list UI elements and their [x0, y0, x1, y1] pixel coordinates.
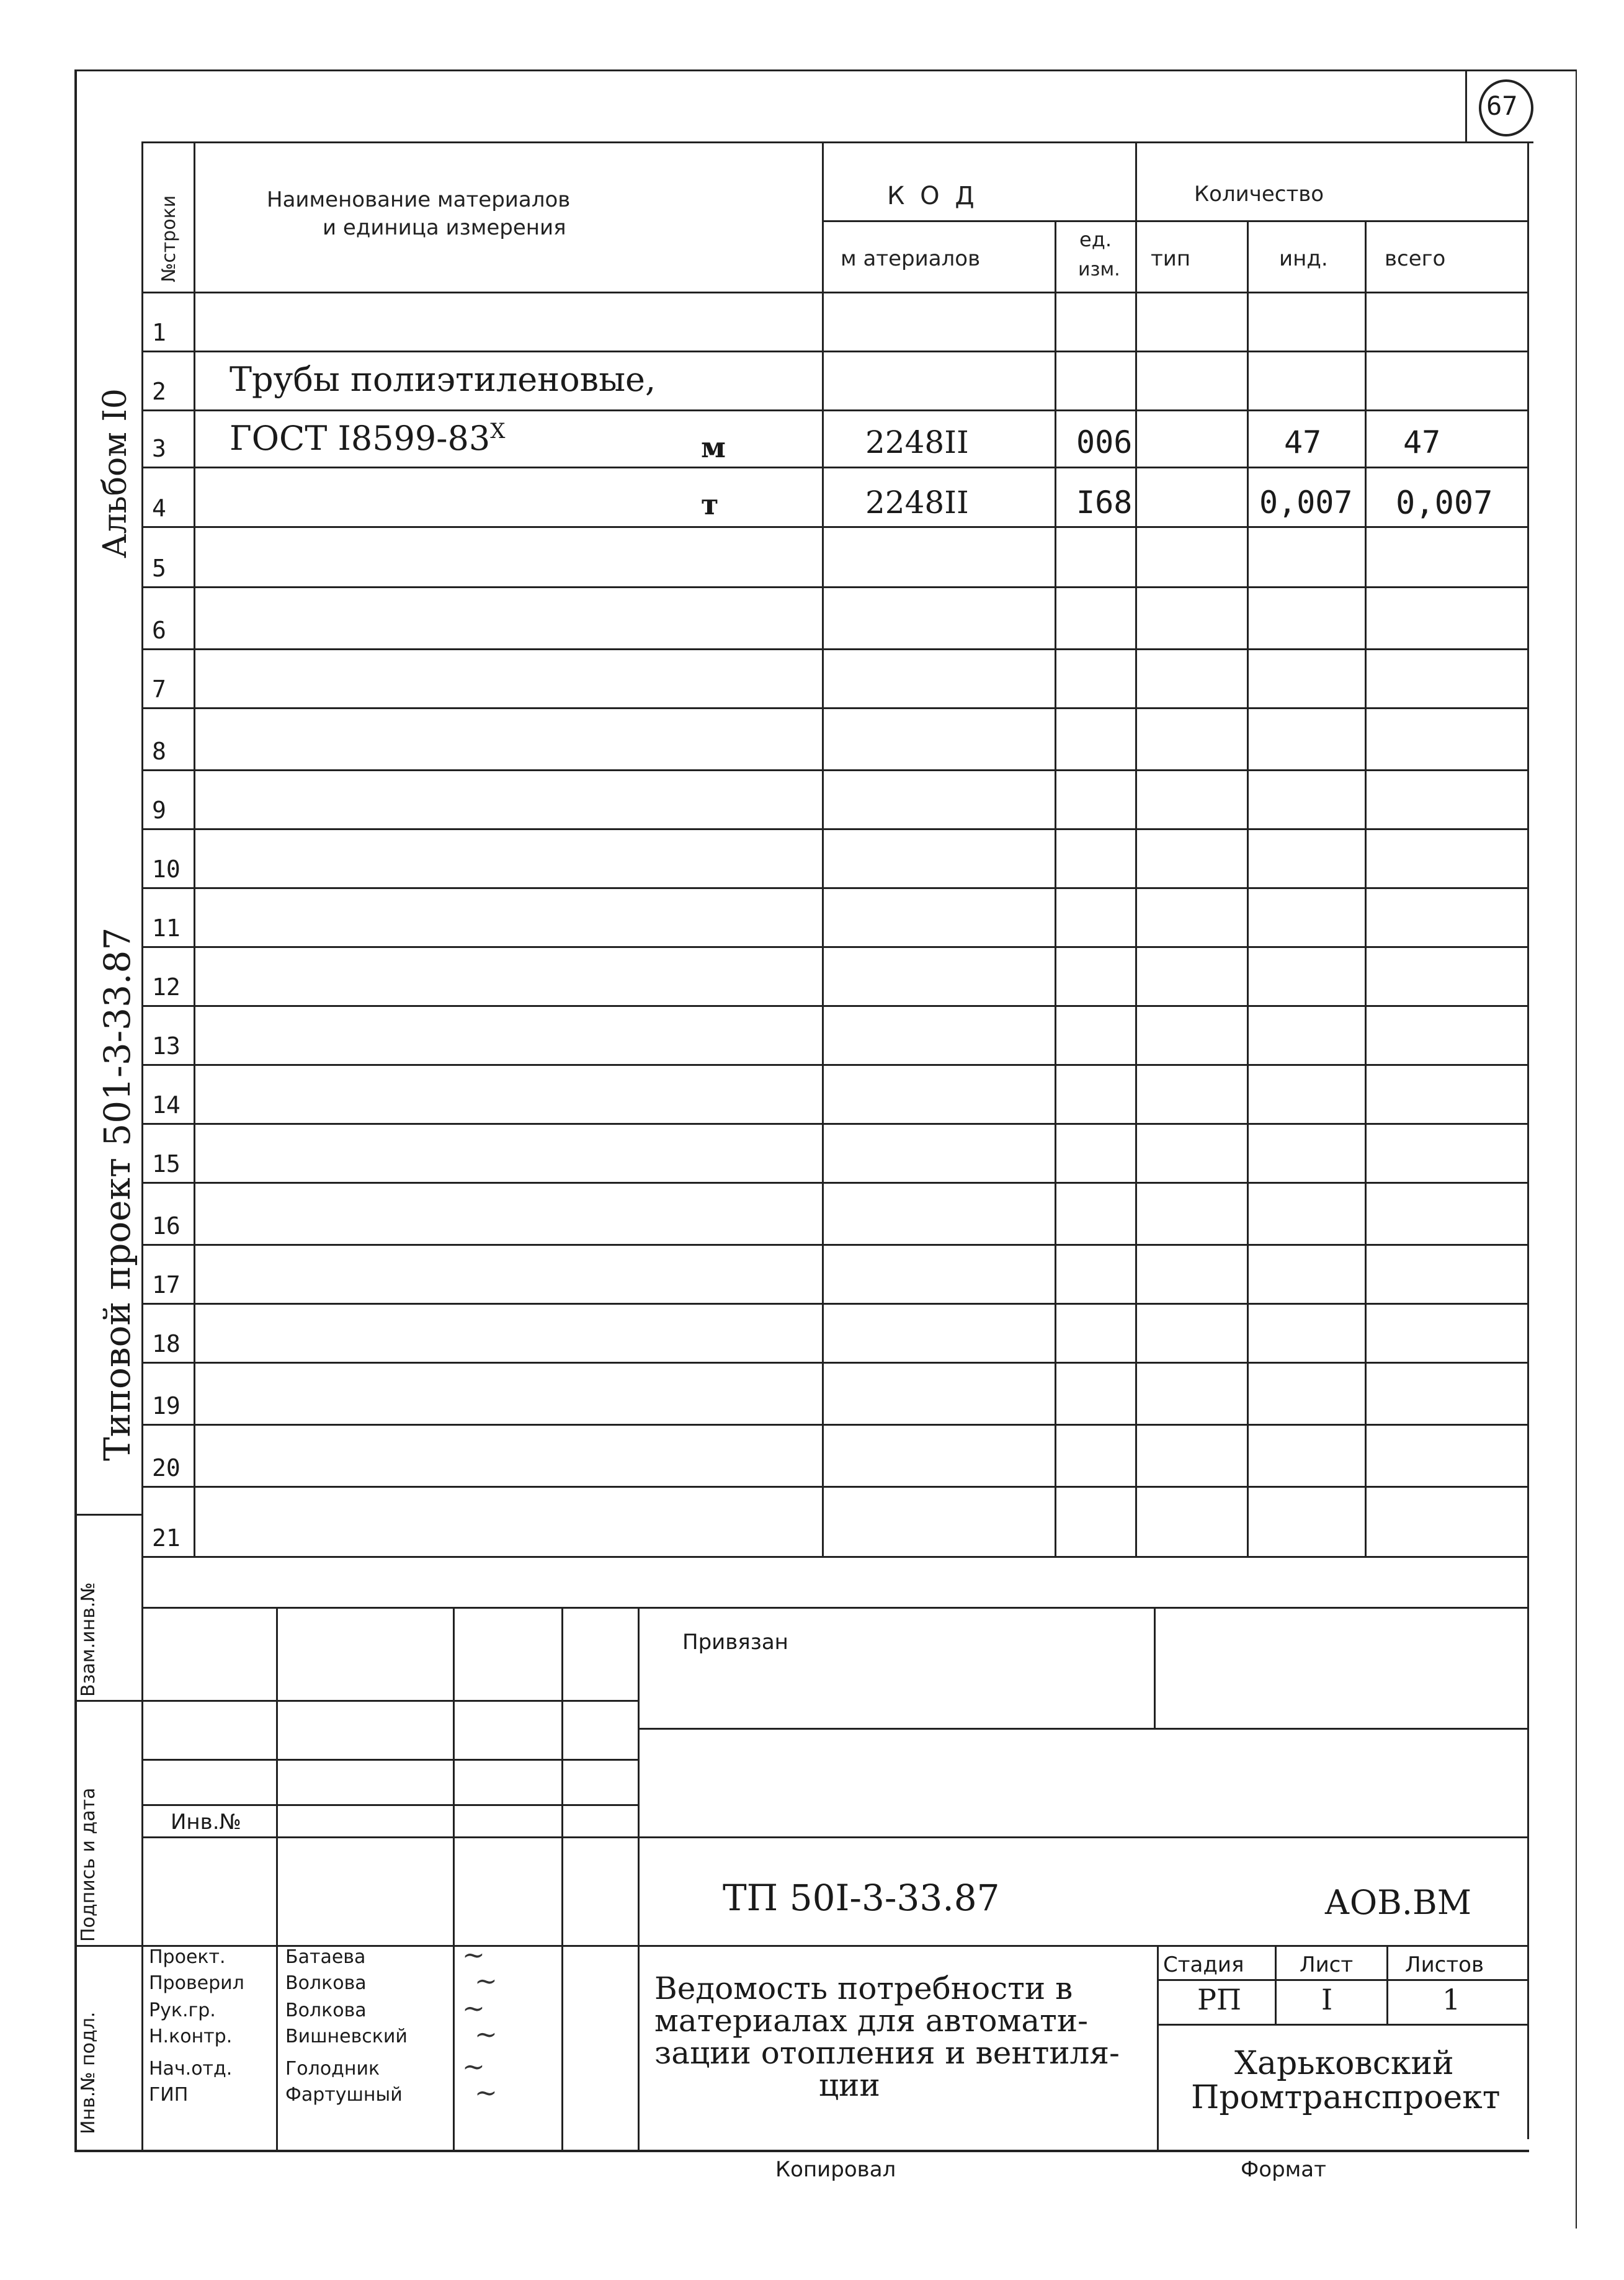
- row-line: [141, 1005, 1527, 1007]
- row-line: [141, 1424, 1527, 1426]
- doc-title-3: зации отопления и вентиля-: [654, 2035, 1120, 2071]
- row-line: [141, 467, 1527, 468]
- privyazan-label: Привязан: [682, 1630, 788, 1655]
- stadiya-value: РП: [1197, 1983, 1242, 2016]
- stamp-role: Н.контр.: [149, 2026, 233, 2047]
- sheet-box-left: [1465, 69, 1467, 141]
- stamp-line-9: [1157, 2024, 1527, 2026]
- header-mid: [822, 220, 1527, 222]
- stamp-col-5: [1154, 1607, 1156, 1728]
- doc-code: ТП 50I-3-33.87: [723, 1877, 1000, 1919]
- row-2-name: Трубы полиэтиленовые,: [230, 360, 656, 399]
- side-sep-3: [74, 1945, 143, 1947]
- stamp-col-3: [561, 1607, 563, 2150]
- row-3-ind: 47: [1284, 424, 1322, 460]
- row-number: 17: [152, 1271, 181, 1299]
- header-tip: тип: [1151, 246, 1191, 271]
- doc-mark: АОВ.ВМ: [1324, 1883, 1471, 1922]
- row-line: [141, 1064, 1527, 1066]
- row-number: 14: [152, 1091, 181, 1119]
- signature-mark: ~: [462, 1993, 485, 2024]
- stamp-person: Батаева: [285, 1946, 366, 1968]
- row-4-unit: т: [701, 488, 719, 521]
- stamp-role: Нач.отд.: [149, 2058, 233, 2080]
- stamp-col-2: [453, 1607, 455, 2150]
- frame-right: [1527, 141, 1529, 2139]
- kopiroval-label: Копировал: [775, 2157, 896, 2182]
- stadiya-label: Стадия: [1163, 1952, 1244, 1977]
- row-line: [141, 946, 1527, 948]
- row-number: 13: [152, 1032, 181, 1060]
- row-line: [141, 586, 1527, 588]
- podpis-label: Подпись и дата: [78, 1787, 99, 1942]
- row-line: [141, 648, 1527, 650]
- row-4-total: 0,007: [1396, 485, 1493, 522]
- header-kod-unit-1: ед.: [1079, 228, 1112, 251]
- signature-mark: ~: [462, 1939, 485, 1971]
- row-number: 16: [152, 1212, 181, 1240]
- col-line-code: [1055, 220, 1056, 1556]
- row-4-unit-code: I68: [1076, 485, 1133, 521]
- row-4-ind: 0,007: [1259, 485, 1353, 521]
- list-value: I: [1321, 1983, 1333, 2016]
- header-kod-unit-2: изм.: [1078, 259, 1120, 280]
- header-name: Наименование материалов: [267, 187, 571, 212]
- doc-title-4: ции: [819, 2067, 880, 2103]
- stamp-person: Фартушный: [285, 2084, 403, 2106]
- row-number: 19: [152, 1392, 181, 1419]
- row-3-unit: м: [701, 431, 726, 464]
- row-number: 21: [152, 1524, 181, 1552]
- stamp-line-4: [141, 1759, 638, 1761]
- row-line: [141, 1182, 1527, 1184]
- inv-podl-label: Инв.№ подл.: [78, 2011, 99, 2134]
- row-number: 9: [152, 797, 166, 824]
- frame-bottom: [74, 2150, 1529, 2152]
- stamp-line-2: [141, 1700, 638, 1702]
- stamp-role: Рук.гр.: [149, 2000, 216, 2021]
- row-number: 10: [152, 856, 181, 883]
- sheet-number: 67: [1486, 91, 1518, 121]
- stamp-role: Проверил: [149, 1972, 244, 1994]
- row-number: 8: [152, 738, 166, 765]
- signature-mark: ~: [475, 2077, 497, 2109]
- stamp-col-1: [276, 1607, 278, 2150]
- listov-value: 1: [1442, 1983, 1461, 2016]
- stamp-col-7: [1275, 1945, 1277, 2024]
- stamp-line-5: [141, 1804, 638, 1806]
- frame-left: [74, 69, 77, 2151]
- col-line-ind: [1365, 220, 1367, 1556]
- stamp-col-6: [1157, 1945, 1159, 2150]
- frame-right-outer: [1576, 69, 1577, 2229]
- row-line: [141, 887, 1527, 889]
- col-line-unitcode: [1135, 141, 1137, 1556]
- row-line: [141, 526, 1527, 528]
- stamp-person: Голодник: [285, 2058, 380, 2080]
- row-number: 20: [152, 1454, 181, 1482]
- stamp-role: ГИП: [149, 2084, 189, 2106]
- row-number: 12: [152, 973, 181, 1001]
- row-line: [141, 828, 1527, 830]
- format-label: Формат: [1241, 2157, 1326, 2182]
- row-line: [141, 351, 1527, 352]
- list-label: Лист: [1300, 1952, 1354, 1977]
- row-line: [141, 1303, 1527, 1305]
- side-sep-1: [74, 1514, 143, 1516]
- row-line: [141, 1486, 1527, 1488]
- signature-mark: ~: [475, 1965, 497, 1997]
- stamp-role: Проект.: [149, 1946, 226, 1968]
- vzam-label: Взам.инв.№: [78, 1582, 99, 1697]
- row-3-name-sup: X: [490, 419, 506, 444]
- row-3-unit-code: 006: [1076, 424, 1133, 460]
- row-line: [141, 1244, 1527, 1246]
- col-line-tip: [1247, 220, 1249, 1556]
- header-ind: инд.: [1279, 246, 1328, 271]
- doc-title-1: Ведомость потребности в: [654, 1970, 1073, 2006]
- row-line: [141, 707, 1527, 709]
- row-number: 18: [152, 1330, 181, 1357]
- row-line: [141, 769, 1527, 771]
- row-line: [141, 1362, 1527, 1364]
- row-4-code: 2248II: [865, 485, 969, 521]
- doc-title-2: материалах для автомати-: [654, 2003, 1089, 2039]
- col-line-name: [822, 141, 824, 1556]
- row-3-name-text: ГОСТ I8599-83: [230, 419, 491, 458]
- album-label: Альбом I0: [97, 388, 134, 558]
- header-bottom: [141, 292, 1527, 293]
- row-number: 4: [152, 494, 166, 522]
- top-border: [74, 69, 1576, 71]
- row-line: [141, 1123, 1527, 1125]
- signature-mark: ~: [475, 2019, 497, 2050]
- row-number: 1: [152, 319, 166, 346]
- stamp-col-4: [638, 1607, 640, 2150]
- stamp-line-6: [141, 1836, 1527, 1838]
- row-number: 11: [152, 914, 181, 942]
- row-number: 7: [152, 676, 166, 703]
- table-top: [141, 141, 1527, 143]
- stamp-person: Волкова: [285, 1972, 367, 1994]
- stamp-person: Вишневский: [285, 2026, 408, 2047]
- signature-mark: ~: [462, 2051, 485, 2083]
- header-quantity: Количество: [1194, 182, 1324, 207]
- org-name-2: Промтранспроект: [1191, 2079, 1501, 2116]
- row-line: [141, 1556, 1527, 1558]
- side-sep-2: [74, 1700, 143, 1702]
- side-strip-line: [141, 141, 143, 2150]
- header-name-unit: и единица измерения: [323, 215, 566, 240]
- stamp-person: Волкова: [285, 2000, 367, 2021]
- row-3-code: 2248II: [865, 424, 969, 460]
- header-total: всего: [1385, 246, 1446, 271]
- row-number: 5: [152, 555, 166, 582]
- header-kod: К О Д: [887, 182, 978, 210]
- row-number: 2: [152, 378, 166, 405]
- project-label: Типовой проект 501-3-33.87: [96, 927, 138, 1461]
- row-number: 15: [152, 1150, 181, 1178]
- col-line-num: [194, 141, 195, 1556]
- row-number: 3: [152, 435, 166, 462]
- org-name-1: Харьковский: [1234, 2045, 1454, 2082]
- row-3-name: [230, 419, 506, 458]
- listov-label: Листов: [1405, 1952, 1484, 1977]
- row-3-total: 47: [1403, 424, 1441, 460]
- stamp-line-top: [141, 1607, 1527, 1609]
- row-number: 6: [152, 617, 166, 644]
- header-row-no: №строки: [158, 195, 180, 282]
- stamp-col-8: [1386, 1945, 1388, 2024]
- inv-no-label: Инв.№: [171, 1810, 241, 1835]
- stamp-line-8: [1157, 1979, 1527, 1981]
- header-kod-materials: м атериалов: [841, 246, 981, 271]
- row-line: [141, 409, 1527, 411]
- stamp-line-3: [638, 1728, 1527, 1730]
